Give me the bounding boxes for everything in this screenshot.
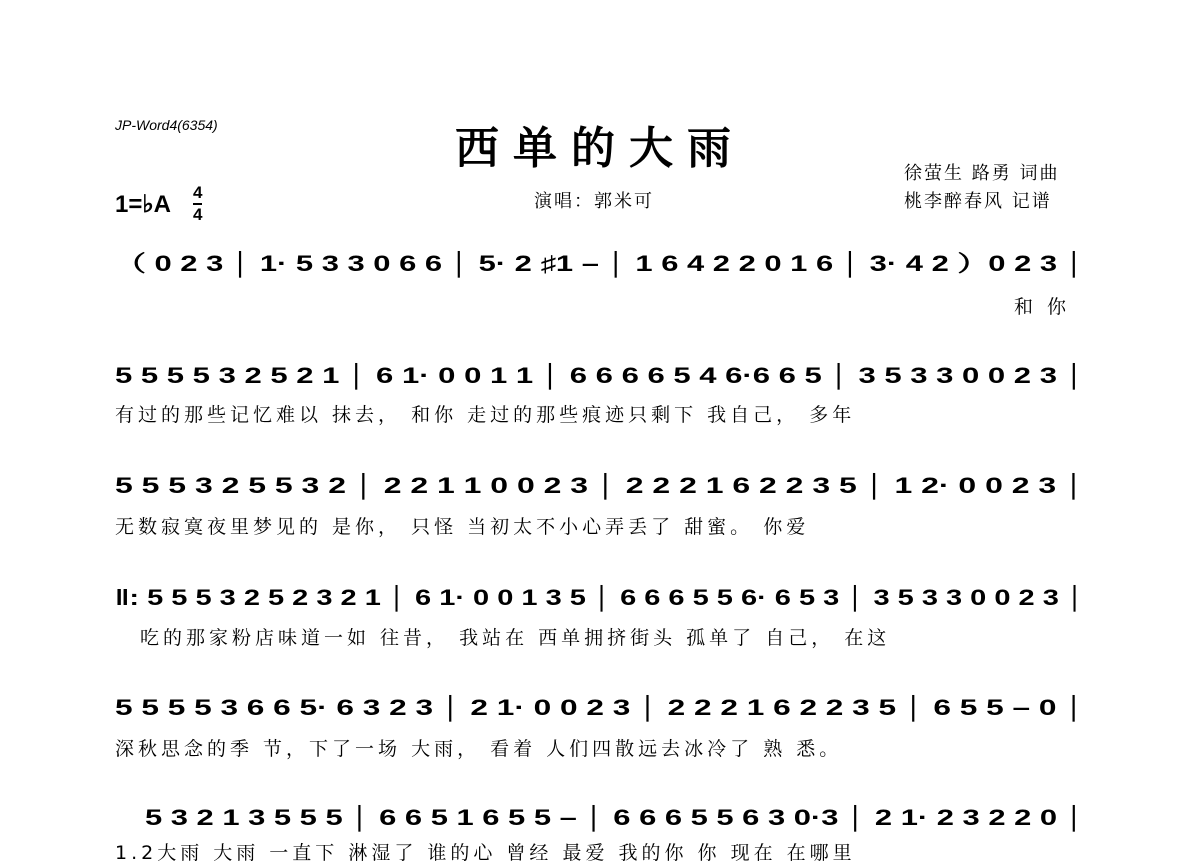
- notation-text: 5 5 5 3 2 5 5 3 2 │ 2 2 1 1 0 0 2 3 │ 2 2 2 1 6 2 2 3 5 │ 1 2· 0 0 2 3 │: [115, 473, 783, 498]
- credits: [904, 160, 1059, 216]
- song-title: 西单的大雨: [455, 123, 745, 174]
- staff-line-1: [115, 244, 1090, 280]
- staff-line-1-notation: [115, 244, 1090, 280]
- lyrics-line-6: 1.2大雨 大雨 一直下 淋湿了 谁的心 曾经 最爱 我的你 你 现在 在哪里: [115, 842, 856, 864]
- staff-line-5-notation: [115, 688, 1090, 724]
- lyrics-line-3: 无数寂寞夜里梦见的 是你， 只怪 当初太不小心弄丢了 甜蜜。 你爱: [115, 516, 810, 538]
- singer-label: 演唱：郭米可: [534, 191, 654, 212]
- staff-line-2-notation: [115, 356, 1090, 392]
- staff-line-2: [115, 356, 1090, 392]
- staff-line-6: [115, 798, 1090, 834]
- software-label: JP-Word4(6354): [115, 117, 218, 133]
- credits-transcriber: 桃李醉春风 记谱: [904, 191, 1052, 212]
- lyrics-line-2: 有过的那些记忆难以 抹去， 和你 走过的那些痕迹只剩下 我自己， 多年: [115, 404, 856, 426]
- key-signature: 1=♭A: [115, 191, 172, 218]
- lyrics-line-4: 吃的那家粉店味道一如 往昔， 我站在 西单拥挤街头 孤单了 自己， 在这: [140, 627, 891, 649]
- time-signature-denominator: 4: [193, 205, 203, 224]
- notation-text: ‖: 5 5 5 3 2 5 2 3 2 1 │ 6 1· 0 0 1 3 5 │ 6 6 6 5 5 6· 6 5 3 │ 3 5 3 3 0 0 2 3 │: [115, 585, 852, 610]
- lyrics-line-5: 深秋思念的季 节，下了一场 大雨， 看着 人们四散远去冰冷了 熟 悉。: [115, 738, 843, 760]
- staff-line-6-notation: [115, 798, 1090, 834]
- staff-line-4: [115, 578, 1090, 614]
- staff-line-3: [115, 466, 1090, 502]
- credits-composer: 徐萤生 路勇 词曲: [904, 163, 1060, 184]
- notation-text: （ 0 2 3 │ 1· 5 3 3 0 6 6 │ 5· 2 ♯1 – │ 1 6 4 2 2 0 1 6 │ 3· 4 2 ）0 2 3 │: [115, 251, 806, 276]
- notation-text: 5 5 5 5 3 2 5 2 1 │ 6 1· 0 0 1 1 │ 6 6 6 6 5 4 6·6 6 5 │ 3 5 3 3 0 0 2 3 │: [115, 363, 803, 388]
- time-signature: [193, 184, 202, 224]
- staff-line-4-notation: [115, 578, 1090, 614]
- time-signature-numerator: 4: [193, 183, 203, 202]
- notation-text: 5 5 5 5 3 6 6 5· 6 3 2 3 │ 2 1· 0 0 2 3 │ 2 2 2 1 6 2 2 3 5 │ 6 5 5 – 0 │: [115, 695, 791, 720]
- notation-text: 5 3 2 1 3 5 5 5 │ 6 6 5 1 6 5 5 – │ 6 6 6 5 5 6 3 0·3 │ 2 1· 2 3 2 2 0 │: [145, 805, 815, 830]
- staff-line-5: [115, 688, 1090, 724]
- lyrics-line-1: 和 你: [1013, 296, 1070, 318]
- staff-line-3-notation: [115, 466, 1090, 502]
